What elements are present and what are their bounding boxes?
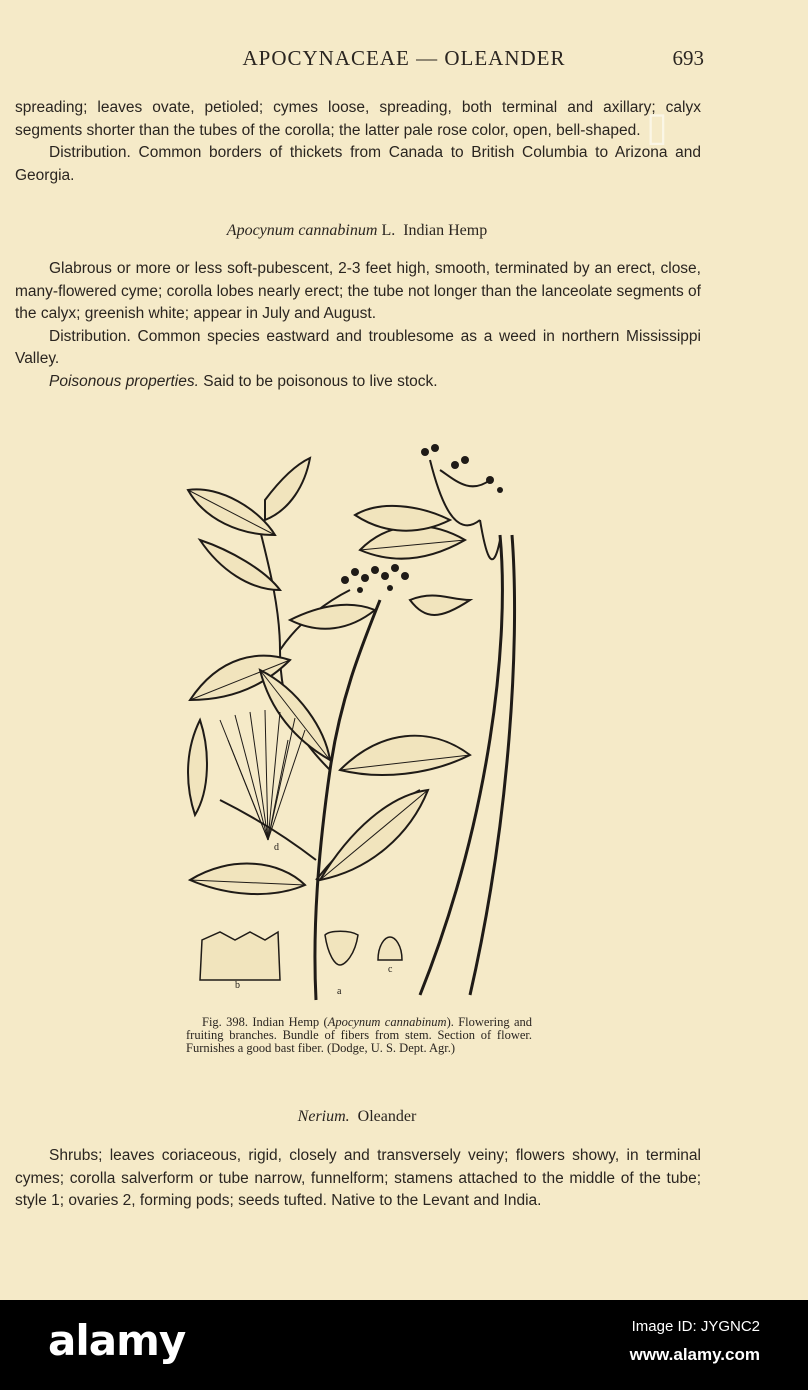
indian-hemp-illustration	[180, 440, 540, 1010]
genus-common-name: Oleander	[357, 1108, 417, 1125]
genus-heading-nerium	[0, 1108, 714, 1126]
nerium-text-block	[15, 1145, 701, 1213]
intro-text-block	[15, 97, 701, 187]
alamy-site: www.alamy.com	[629, 1345, 760, 1364]
description-paragraph: Glabrous or more or less soft-pubescent, 2-3 feet high, smooth, terminated by an erect, close, many-flowered cyme; corolla lobes nearly erect; the tube not longer than the lanceolate segments of the calyx; greenish white; appear in July and August.	[15, 260, 701, 322]
alamy-logo: alamy	[48, 1316, 186, 1365]
image-id: Image ID: JYGNC2	[631, 1318, 760, 1335]
caption-prefix: Fig. 398. Indian Hemp (	[202, 1015, 328, 1029]
label-d: d	[274, 842, 279, 853]
page-header	[0, 46, 808, 76]
caption-species: Apocynum cannabinum	[327, 1015, 447, 1029]
alamy-watermark-top: ▯	[646, 104, 669, 150]
poison-label: Poisonous properties.	[49, 372, 199, 390]
figure-caption	[186, 1016, 532, 1054]
page-number: 693	[672, 46, 704, 70]
apocynum-text-block	[15, 258, 701, 393]
label-c: c	[388, 964, 393, 975]
distribution-paragraph: Distribution. Common borders of thickets from Canada to British Columbia to Arizona and Georgia.	[15, 144, 701, 184]
nerium-description: Shrubs; leaves coriaceous, rigid, closely and transversely veiny; flowers showy, in terminal cymes; corolla salverform or tube narrow, funnelform; stamens attached to the middle of the tube; style 1; ovaries 2, forming pods; seeds tufted. Native to the Levant and India.	[15, 1147, 701, 1209]
label-a: a	[337, 986, 342, 997]
genus-name: Nerium.	[297, 1108, 350, 1125]
species-heading-apocynum	[0, 222, 714, 240]
species-common-name: Indian Hemp	[403, 222, 488, 239]
species-name: Apocynum cannabinum	[226, 222, 378, 239]
paragraph-continuation: spreading; leaves ovate, petioled; cymes loose, spreading, both terminal and axillary; calyx segments shorter than the tubes of the corolla; the latter pale rose color, open, bell-shaped.	[15, 99, 701, 139]
label-b: b	[235, 980, 240, 991]
poison-text: Said to be poisonous to live stock.	[203, 372, 438, 390]
species-author: L.	[381, 222, 396, 239]
running-title: APOCYNACEAE — OLEANDER	[242, 46, 566, 70]
caption-rest: ). Flowering and fruiting branches. Bundle of fibers from stem. Section of flower. Furnishes a good bast fiber. (Dodge, U. S. Dept. Agr.)	[186, 1015, 532, 1055]
distribution-paragraph-2: Distribution. Common species eastward and troublesome as a weed in northern Mississippi Valley.	[15, 327, 701, 367]
poison-paragraph	[15, 371, 701, 394]
